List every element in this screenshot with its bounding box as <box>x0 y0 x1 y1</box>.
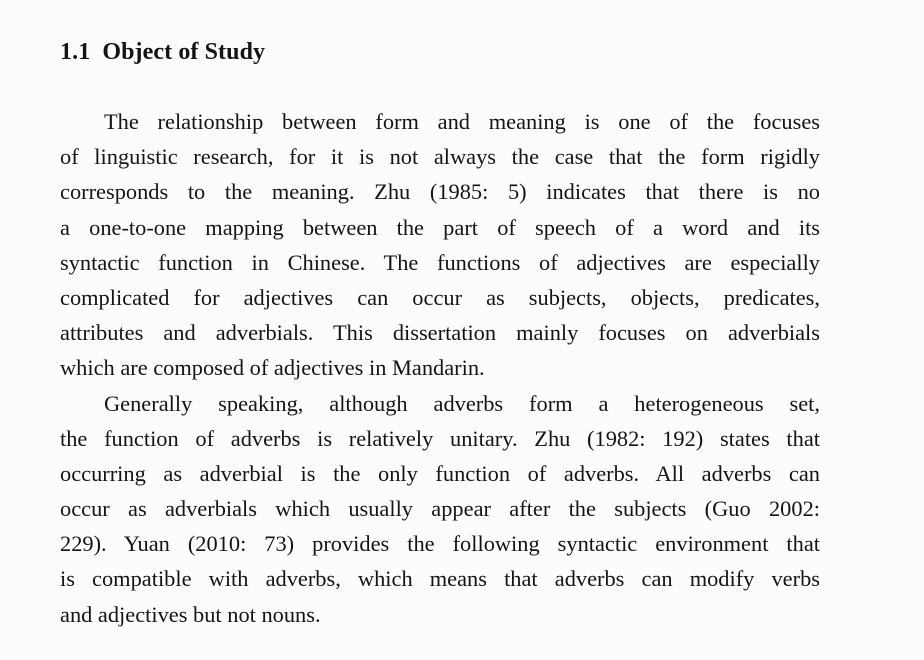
paragraph-line: syntactic function in Chinese. The functions of adjectives are especially <box>60 249 820 275</box>
paragraph-line: corresponds to the meaning. Zhu (1985: 5) indicates that there is no <box>60 179 820 205</box>
paragraph-1 <box>60 104 820 386</box>
paragraph-line: complicated for adjectives can occur as subjects, objects, predicates, <box>60 284 820 310</box>
paragraph-2 <box>60 386 820 632</box>
section-number: 1.1 <box>60 39 91 65</box>
paragraph-line: of linguistic research, for it is not always the case that the form rigidly <box>60 144 820 170</box>
paragraph-line: 229). Yuan (2010: 73) provides the following syntactic environment that <box>60 531 820 557</box>
paragraph-line: occurring as adverbial is the only function of adverbs. All adverbs can <box>60 460 820 486</box>
paragraph-line: Generally speaking, although adverbs form a heterogeneous set, <box>104 390 820 416</box>
section-title: Object of Study <box>102 39 266 65</box>
paragraph-line: which are composed of adjectives in Mandarin. <box>60 355 485 381</box>
paragraph-line: and adjectives but not nouns. <box>60 601 321 627</box>
paragraph-line: occur as adverbials which usually appear after the subjects (Guo 2002: <box>60 496 820 522</box>
paragraph-line: attributes and adverbials. This dissertation mainly focuses on adverbials <box>60 320 820 346</box>
paragraph-line: a one-to-one mapping between the part of speech of a word and its <box>60 214 820 240</box>
paragraph-line: the function of adverbs is relatively unitary. Zhu (1982: 192) states that <box>60 425 820 451</box>
section-heading <box>60 36 265 68</box>
paragraph-line: The relationship between form and meaning is one of the focuses <box>104 109 820 134</box>
body-text <box>60 104 820 632</box>
paragraph-line: is compatible with adverbs, which means that adverbs can modify verbs <box>60 566 820 592</box>
